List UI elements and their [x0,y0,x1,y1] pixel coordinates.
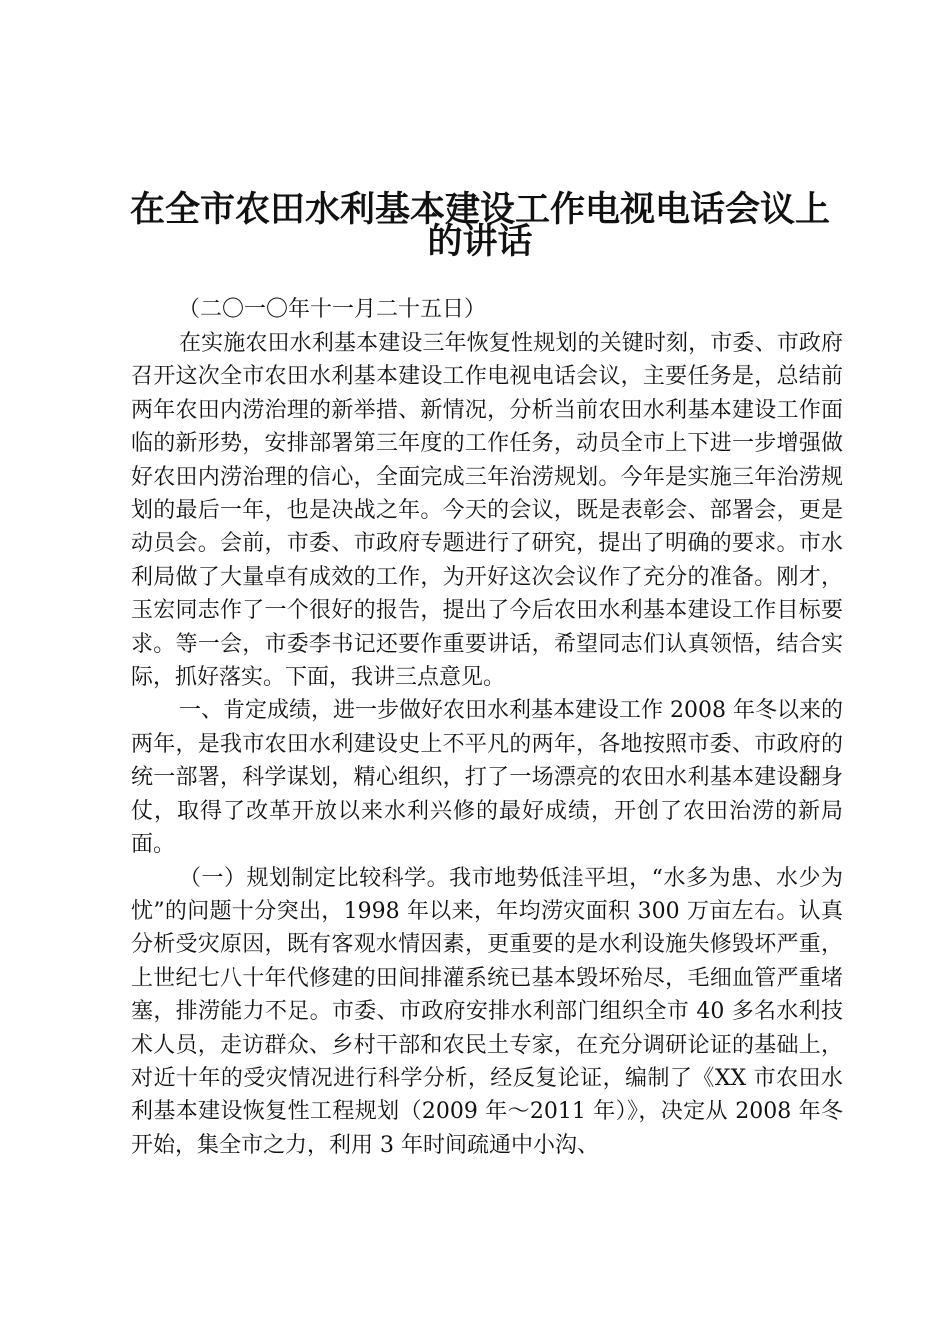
paragraph-intro: 在实施农田水利基本建设三年恢复性规划的关键时刻，市委、市政府召开这次全市农田水利基本建设工作电视电话会议，主要任务是，总结前两年农田内涝治理的新举措、新情况，分析当前农田水利基本建设工作面临的新形势，安排部署第三年度的工作任务，动员全市上下进一步增强做好农田内涝治理的信心，全面完成三年治涝规划。今年是实施三年治涝规划的最后一年，也是决战之年。今天的会议，既是表彰会、部署会，更是动员会。会前，市委、市政府专题进行了研究，提出了明确的要求。市水利局做了大量卓有成效的工作，为开好这次会议作了充分的准备。刚才，玉宏同志作了一个很好的报告，提出了今后农田水利基本建设工作目标要求。等一会，市委李书记还要作重要讲话，希望同志们认真领悟，结合实际，抓好落实。下面，我讲三点意见。 [131,331,843,691]
document-title-line-1: 在全市农田水利基本建设工作电视电话会议上 [129,190,830,230]
speech-date: （二〇一〇年十一月二十五日） [178,297,487,322]
paragraph-section-one: 一、肯定成绩，进一步做好农田水利基本建设工作 2008 年冬以来的两年，是我市农田水利建设史上不平凡的两年，各地按照市委、市政府的统一部署，科学谋划，精心组织，打了一场漂亮的农田水利基本建设翻身仗，取得了改革开放以来水利兴修的最好成绩，开创了农田治涝的新局面。 [131,698,843,858]
paragraph-subsection-one: （一）规划制定比较科学。我市地势低洼平坦，“水多为患、水少为忧”的问题十分突出，1998 年以来，年均涝灾面积 300 万亩左右。认真分析受灾原因，既有客观水情因素，更重要的是水利设施失修毁坏严重，上世纪七八十年代修建的田间排灌系统已基本毁坏殆尽，毛细血管严重堵塞，排涝能力不足。市委、市政府安排水利部门组织全市 40 多名水利技术人员，走访群众、乡村干部和农民土专家，在充分调研论证的基础上，对近十年的受灾情况进行科学分析，经反复论证，编制了《XX 市农田水利基本建设恢复性工程规划（2009 年～2011 年）》，决定从 2008 年冬开始，集全市之力，利用 3 年时间疏通中小沟、 [131,865,843,1158]
document-title-line-2: 的讲话 [427,222,533,262]
document-body [131,327,843,1162]
